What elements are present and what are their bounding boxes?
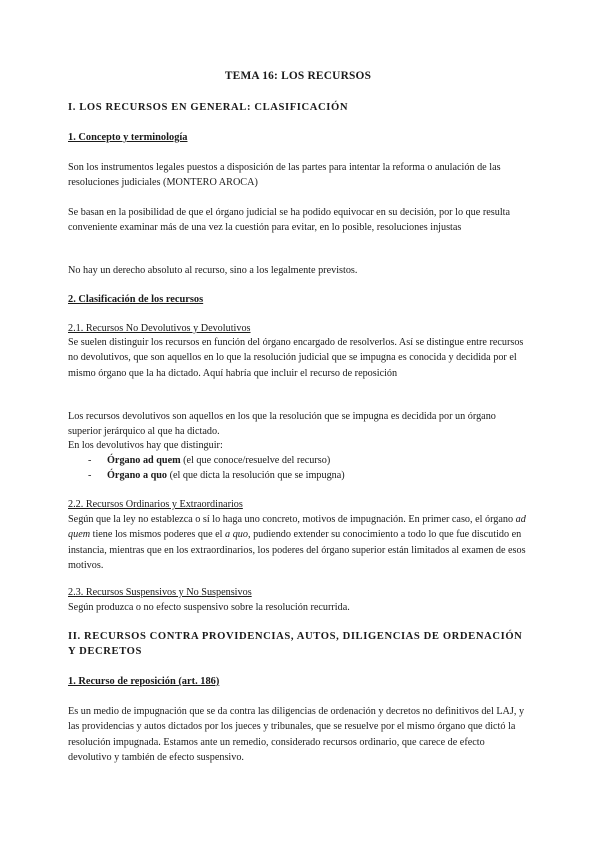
- paragraph-no-devolutivos: Se suelen distinguir los recursos en función del órgano encargado de resolverlos. Así se distingue entre recursos no devolutivos, que son aquellos en lo que la resolución judicial que se impugna es conocida y decidida por el mismo órgano que la ha dictado. Aquí habría que incluir el recurso de reposición: [68, 337, 524, 379]
- section-heading-1: I. LOS RECURSOS EN GENERAL: CLASIFICACIÓN: [68, 102, 349, 113]
- latin-term: ad quem: [68, 514, 526, 541]
- latin-term: a quo: [225, 529, 248, 541]
- paragraph-derecho: No hay un derecho absoluto al recurso, sino a los legalmente previstos.: [68, 265, 358, 276]
- bullet-term: Órgano ad quem: [107, 455, 181, 466]
- subsection-heading-reposicion: 1. Recurso de reposición (art. 186): [68, 676, 220, 687]
- bullet-dash: -: [88, 455, 92, 466]
- paragraph-fundamento: Se basan en la posibilidad de que el órgano judicial se ha podido equivocar en su decisión, por lo que resulta conveniente examinar más de una vez la cuestión para evitar, en lo posible, resoluciones injustas: [68, 207, 511, 234]
- section-heading-2: II. RECURSOS CONTRA PROVIDENCIAS, AUTOS, DILIGENCIAS DE ORDENACIÓN Y DECRETOS: [68, 631, 523, 658]
- paragraph-distinguir: En los devolutivos hay que distinguir:: [68, 440, 223, 451]
- paragraph-devolutivos: Los recursos devolutivos son aquellos en los que la resolución que se impugna es decidida por un órgano superior jerárquico al que ha dictado.: [68, 411, 496, 438]
- paragraph-reposicion: Es un medio de impugnación que se da contra las diligencias de ordenación y decretos no definitivos del LAJ, y las providencias y autos dictados por los jueces y tribunales, que se resuelve por el mismo órgano que dictó la resolución impugnada. Estamos ante un remedio, considerado recursos ordinario, que carece de efecto devolutivo y también de efecto suspensivo.: [68, 706, 525, 763]
- subsection-heading-concepto: 1. Concepto y terminología: [68, 132, 188, 143]
- heading-2-3: 2.3. Recursos Suspensivos y No Suspensivos: [68, 587, 252, 598]
- bullet-description: (el que dicta la resolución que se impugna): [167, 470, 345, 481]
- paragraph-ordinarios: Según que la ley no establezca o sí lo haga uno concreto, motivos de impugnación. En primer caso, el órgano ad quem tiene los mismos poderes que el a quo, pudiendo extender su conocimiento a todo lo que fue discutido en instancia, mientras que en los extraordinarios, los poderes del órgano superior están limitados al examen de esos motivos.: [68, 514, 526, 571]
- paragraph-definicion: Son los instrumentos legales puestos a disposición de las partes para intentar la reforma o anulación de las resoluciones judiciales (MONTERO AROCA): [68, 162, 501, 189]
- bullet-description: (el que conoce/resuelve del recurso): [180, 455, 331, 466]
- heading-2-1: 2.1. Recursos No Devolutivos y Devolutivos: [68, 323, 251, 334]
- subsection-heading-clasificacion: 2. Clasificación de los recursos: [68, 294, 204, 305]
- bullet-term: Órgano a quo: [107, 470, 168, 481]
- paragraph-suspensivos: Según produzca o no efecto suspensivo sobre la resolución recurrida.: [68, 602, 350, 613]
- heading-2-2: 2.2. Recursos Ordinarios y Extraordinarios: [68, 499, 243, 510]
- document-title: TEMA 16: LOS RECURSOS: [224, 70, 372, 82]
- bullet-dash: -: [88, 470, 92, 481]
